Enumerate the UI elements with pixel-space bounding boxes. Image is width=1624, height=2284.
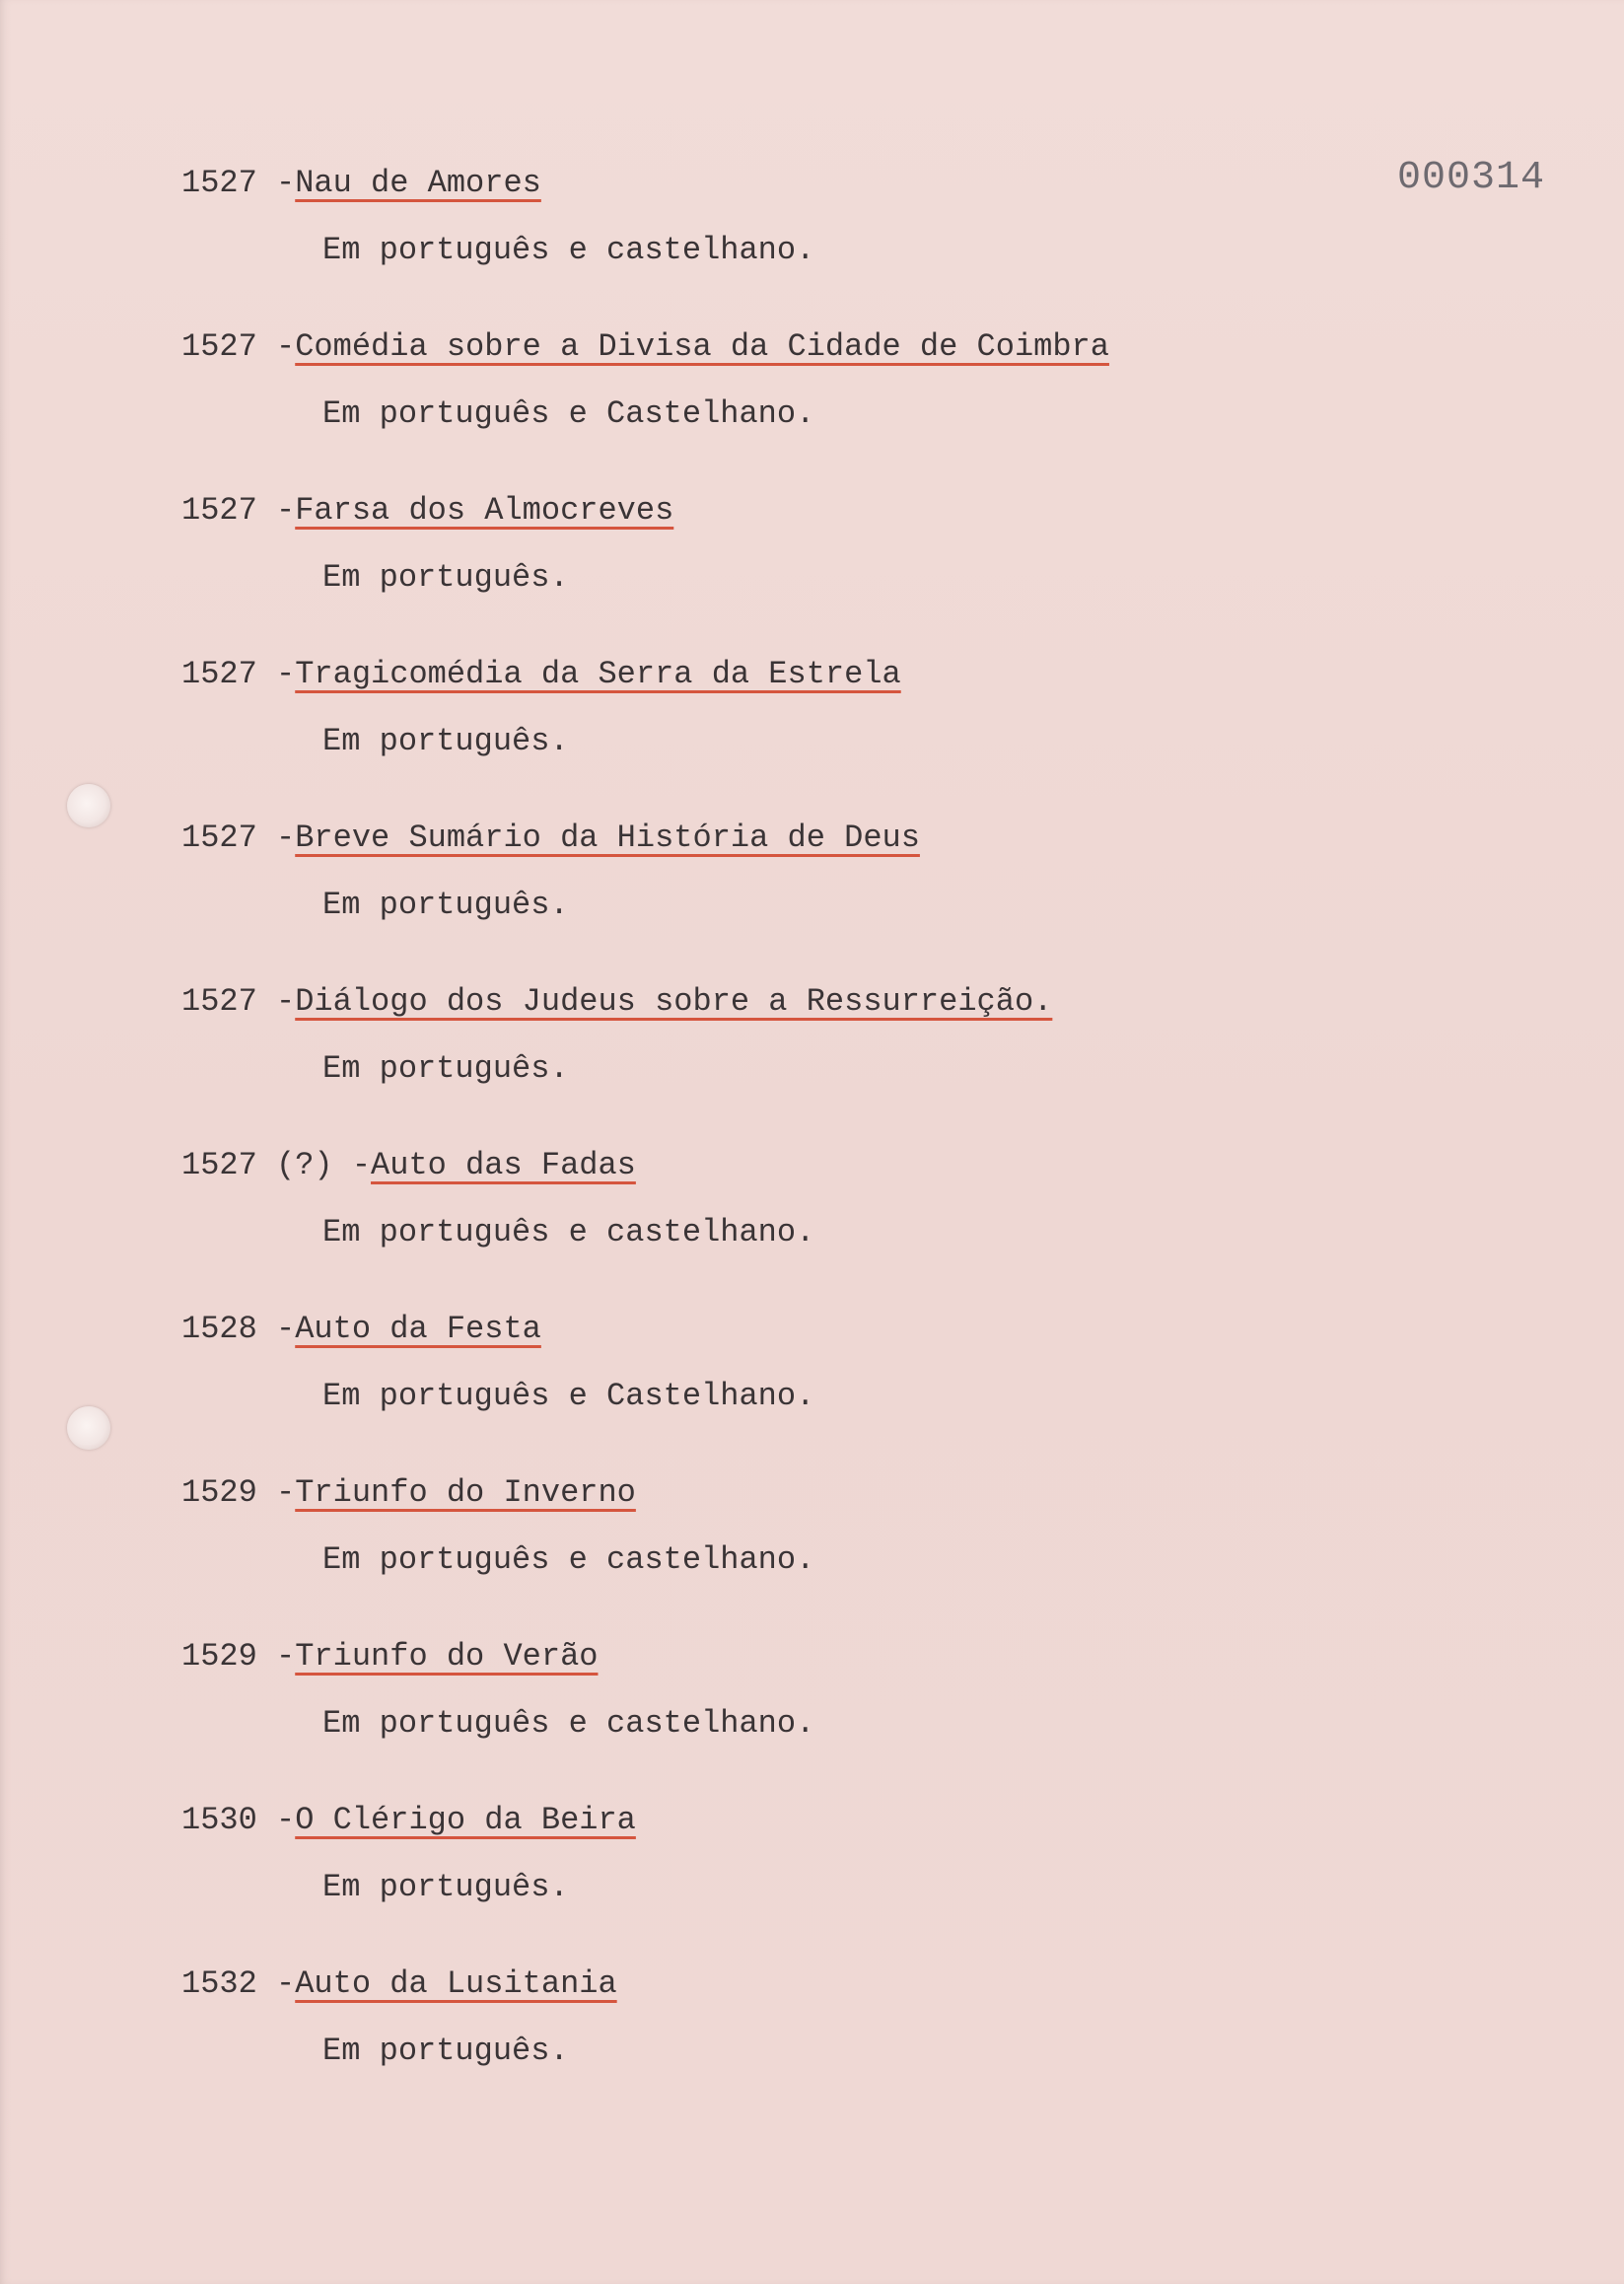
list-item <box>181 1964 1463 2128</box>
play-list <box>181 164 1463 2128</box>
entry-title: Breve Sumário da História de Deus <box>295 820 920 856</box>
entry-language: Em português e Castelhano. <box>322 1378 815 1414</box>
entry-year: 1530 - <box>181 1802 296 1838</box>
entry-year: 1527 - <box>181 492 296 529</box>
entry-title: Auto da Lusitania <box>295 1965 617 2002</box>
entry-language: Em português e castelhano. <box>322 1214 815 1250</box>
entry-title: Tragicomédia da Serra da Estrela <box>295 656 901 692</box>
entry-language: Em português. <box>322 723 569 759</box>
entry-year: 1532 - <box>181 1965 296 2002</box>
entry-title: Comédia sobre a Divisa da Cidade de Coimbra <box>295 328 1109 365</box>
entry-title: Auto das Fadas <box>371 1147 636 1183</box>
list-item <box>181 327 1463 491</box>
entry-language: Em português e castelhano. <box>322 1541 815 1578</box>
list-item <box>181 1146 1463 1310</box>
list-item <box>181 1801 1463 1964</box>
list-item <box>181 819 1463 982</box>
entry-year: 1527 - <box>181 983 296 1020</box>
list-item <box>181 655 1463 819</box>
entry-title: Triunfo do Verão <box>295 1638 599 1675</box>
list-item <box>181 491 1463 655</box>
entry-year: 1527 - <box>181 165 296 201</box>
entry-year: 1527 - <box>181 656 296 692</box>
entry-language: Em português e castelhano. <box>322 232 815 268</box>
list-item <box>181 982 1463 1146</box>
entry-language: Em português. <box>322 2033 569 2069</box>
entry-title: Triunfo do Inverno <box>295 1474 636 1511</box>
entry-title: Farsa dos Almocreves <box>295 492 674 529</box>
punch-hole <box>67 1406 110 1450</box>
entry-title: Nau de Amores <box>295 165 541 201</box>
entry-language: Em português. <box>322 1050 569 1087</box>
entry-language: Em português e castelhano. <box>322 1705 815 1742</box>
entry-language: Em português e Castelhano. <box>322 395 815 432</box>
punch-hole <box>67 784 110 827</box>
entry-year: 1527 (?) - <box>181 1147 372 1183</box>
entry-language: Em português. <box>322 1869 569 1905</box>
entry-year: 1527 - <box>181 820 296 856</box>
entry-year: 1529 - <box>181 1638 296 1675</box>
entry-title: O Clérigo da Beira <box>295 1802 636 1838</box>
list-item <box>181 164 1463 327</box>
entry-year: 1529 - <box>181 1474 296 1511</box>
list-item <box>181 1310 1463 1473</box>
page-number: 000314 <box>1396 156 1545 200</box>
entry-title: Diálogo dos Judeus sobre a Ressurreição. <box>295 983 1053 1020</box>
list-item <box>181 1473 1463 1637</box>
list-item <box>181 1637 1463 1801</box>
entry-year: 1527 - <box>181 328 296 365</box>
entry-language: Em português. <box>322 559 569 596</box>
entry-language: Em português. <box>322 887 569 923</box>
entry-title: Auto da Festa <box>295 1311 541 1347</box>
entry-year: 1528 - <box>181 1311 296 1347</box>
